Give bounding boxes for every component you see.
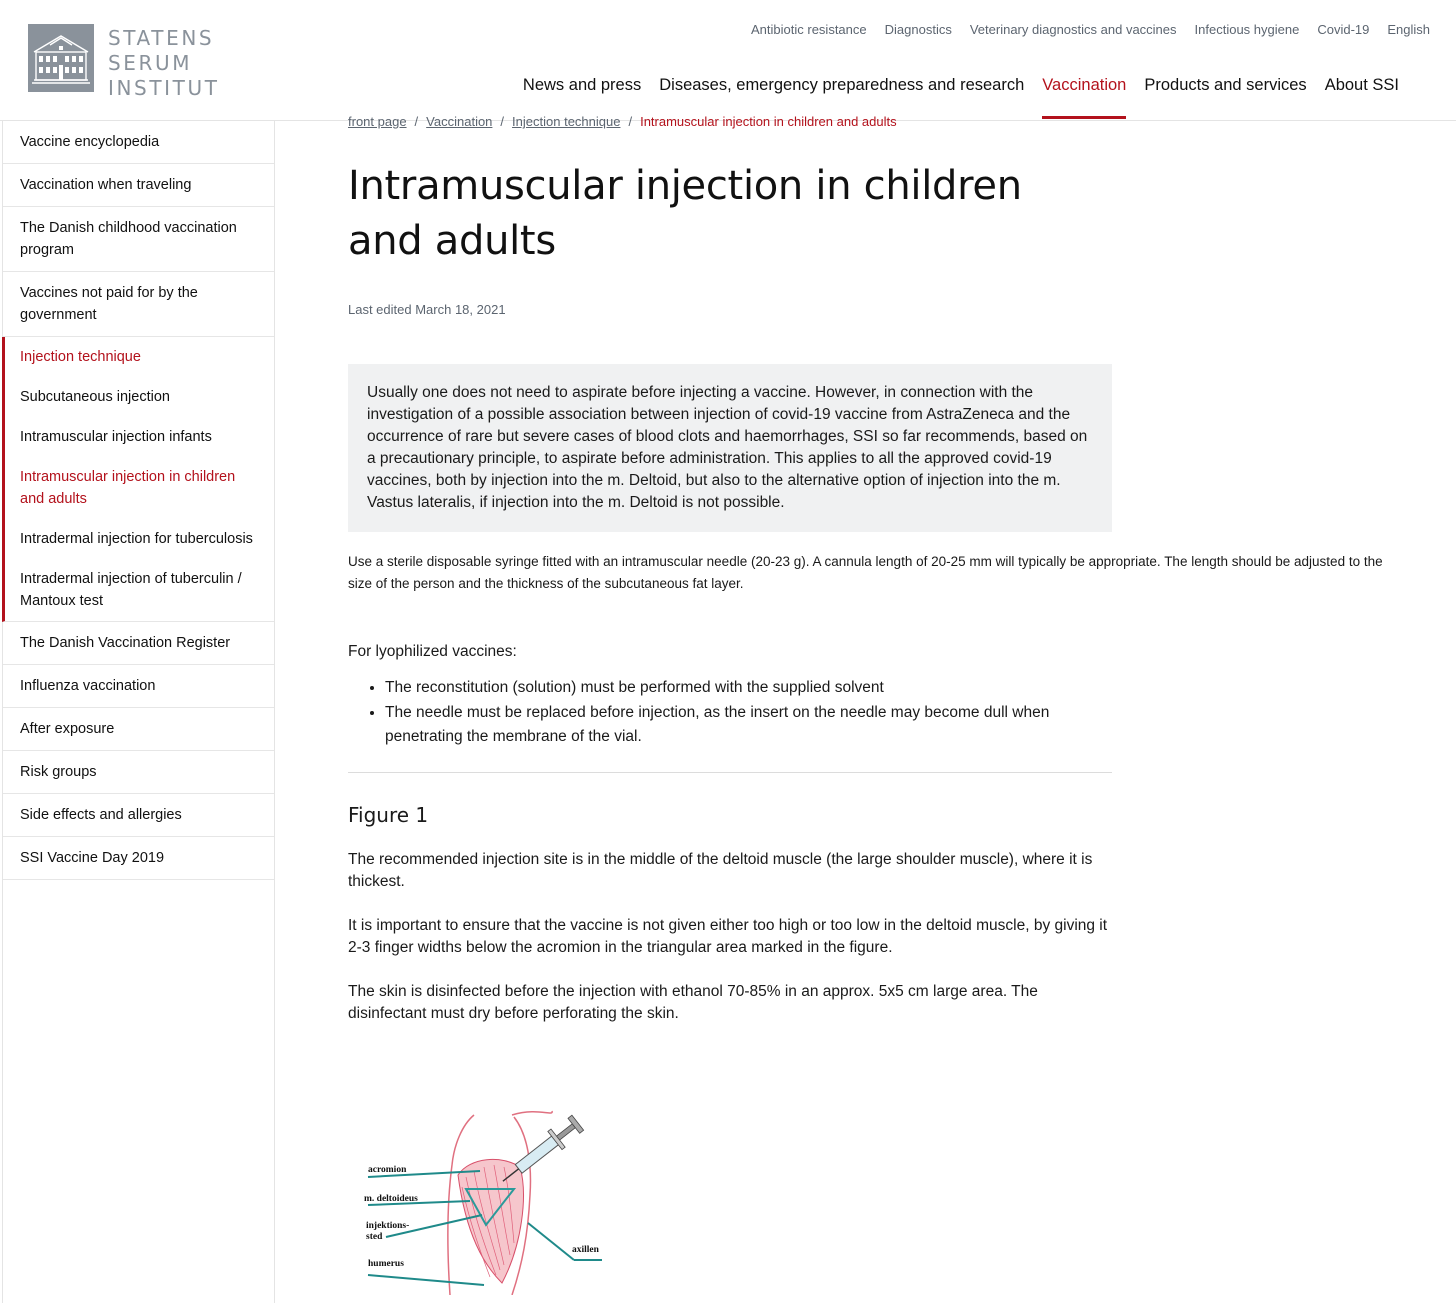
sidebar-item-vaccine-encyclopedia[interactable]: Vaccine encyclopedia [3, 121, 274, 164]
lyophilized-list [385, 676, 1115, 750]
figure-label-humerus: humerus [368, 1259, 404, 1269]
last-edited: Last edited March 18, 2021 [348, 302, 506, 317]
sidebar-item-vaccine-day[interactable]: SSI Vaccine Day 2019 [3, 837, 274, 880]
figure-paragraph-3: The skin is disinfected before the injection with ethanol 70-85% in an approx. 5x5 cm large area. The disinfectant must dry before perforating the skin. [348, 982, 1038, 1022]
sidebar-item-risk-groups[interactable]: Risk groups [3, 751, 274, 794]
logo-wordmark [108, 26, 220, 101]
breadcrumb-front-page[interactable]: front page [348, 114, 407, 129]
breadcrumb-separator: / [414, 114, 419, 129]
sidebar-subitem-im-children-adults[interactable]: Intramuscular injection in children and adults [20, 469, 236, 507]
sidebar-subitem-intradermal-tuberculosis[interactable]: Intradermal injection for tuberculosis [20, 531, 253, 547]
sidebar-item-influenza[interactable]: Influenza vaccination [3, 665, 274, 708]
figure-heading: Figure 1 [348, 802, 429, 827]
breadcrumb-current: Intramuscular injection in children and adults [640, 114, 897, 129]
util-link-covid-19[interactable]: Covid-19 [1317, 22, 1370, 37]
logo-line-3: INSTITUT [108, 76, 220, 100]
figure-label-acromion: acromion [368, 1165, 407, 1175]
figure-label-site-2: sted [366, 1232, 383, 1242]
utility-nav [751, 22, 1430, 37]
figure-label-axilla: axillen [572, 1245, 599, 1255]
breadcrumb-vaccination[interactable]: Vaccination [426, 114, 493, 129]
util-link-antibiotic-resistance[interactable]: Antibiotic resistance [751, 22, 867, 37]
figure-paragraph-1: The recommended injection site is in the middle of the deltoid muscle (the large shoulder muscle), where it is thickest. [348, 850, 1093, 890]
sidebar-subitem-im-infants[interactable]: Intramuscular injection infants [20, 429, 212, 445]
logo-line-1: STATENS [108, 26, 215, 50]
list-item: • The reconstitution (solution) must be performed with the supplied solvent [385, 676, 1115, 701]
util-link-veterinary[interactable]: Veterinary diagnostics and vaccines [969, 22, 1177, 37]
util-link-english[interactable]: English [1387, 22, 1430, 37]
lyophilized-intro: For lyophilized vaccines: [348, 643, 517, 660]
aspiration-notice: Usually one does not need to aspirate before injecting a vaccine. However, in connection with the investigation of a possible association between injection of covid-19 vaccine from AstraZeneca and the occurrence of rare but severe cases of blood clots and haemorrhages, SSI so far recommends, based on a precautionary principle, to aspirate before administration. This applies to all the approved covid-19 vaccines, both by injection into the m. Deltoid, but also to the alternative option of injection into the m. Vastus lateralis, if injection into the m. Deltoid is not possible. [348, 364, 1112, 532]
util-link-infectious-hygiene[interactable]: Infectious hygiene [1194, 22, 1300, 37]
sidebar-group-injection-technique [2, 337, 274, 622]
list-item: • The needle must be replaced before injection, as the insert on the needle may become dull when penetrating the membrane of the vial. [385, 701, 1115, 750]
sidebar-item-vaccines-not-paid[interactable]: Vaccines not paid for by the government [3, 272, 274, 337]
main-nav-about[interactable]: About SSI [1324, 76, 1399, 94]
figure-label-deltoid: m. deltoideus [364, 1194, 418, 1204]
breadcrumb [348, 114, 1408, 134]
sidebar-subitem-subcutaneous[interactable]: Subcutaneous injection [20, 389, 170, 405]
syringe-paragraph: Use a sterile disposable syringe fitted with an intramuscular needle (20-23 g). A cannula length of 20-25 mm will typically be appropriate. The length should be adjusted to the size of the person and the thickness of the subcutaneous fat layer. [348, 554, 1383, 591]
building-logo-icon [28, 24, 94, 92]
sidebar [2, 121, 275, 1303]
main-content [348, 114, 1408, 1025]
site-header [0, 0, 1456, 121]
section-divider [348, 772, 1112, 773]
main-nav-news[interactable]: News and press [522, 76, 642, 94]
sidebar-item-injection-technique[interactable]: Injection technique [20, 349, 141, 365]
main-nav [523, 76, 1399, 119]
sidebar-item-side-effects[interactable]: Side effects and allergies [3, 794, 274, 837]
main-nav-diseases[interactable]: Diseases, emergency preparedness and research [659, 76, 1025, 94]
sidebar-item-after-exposure[interactable]: After exposure [3, 708, 274, 751]
deltoid-injection-figure [362, 1105, 612, 1295]
sidebar-item-childhood-program[interactable]: The Danish childhood vaccination program [3, 207, 274, 272]
figure-label-site-1: injektions- [366, 1221, 410, 1231]
page-title: Intramuscular injection in children and adults [348, 163, 1022, 264]
main-nav-products[interactable]: Products and services [1144, 76, 1307, 94]
site-logo[interactable] [28, 24, 220, 101]
breadcrumb-separator: / [500, 114, 505, 129]
sidebar-subitem-mantoux[interactable]: Intradermal injection of tuberculin / Mantoux test [20, 571, 242, 609]
sidebar-item-vaccination-traveling[interactable]: Vaccination when traveling [3, 164, 274, 207]
main-nav-vaccination[interactable]: Vaccination [1042, 76, 1126, 119]
breadcrumb-injection-technique[interactable]: Injection technique [512, 114, 621, 129]
logo-line-2: SERUM [108, 51, 193, 75]
breadcrumb-separator: / [628, 114, 633, 129]
figure-paragraph-2: It is important to ensure that the vaccine is not given either too high or too low in the deltoid muscle, by giving it 2-3 finger widths below the acromion in the triangular area marked in the figure. [348, 916, 1108, 956]
util-link-diagnostics[interactable]: Diagnostics [884, 22, 952, 37]
sidebar-item-vaccination-register[interactable]: The Danish Vaccination Register [3, 622, 274, 665]
